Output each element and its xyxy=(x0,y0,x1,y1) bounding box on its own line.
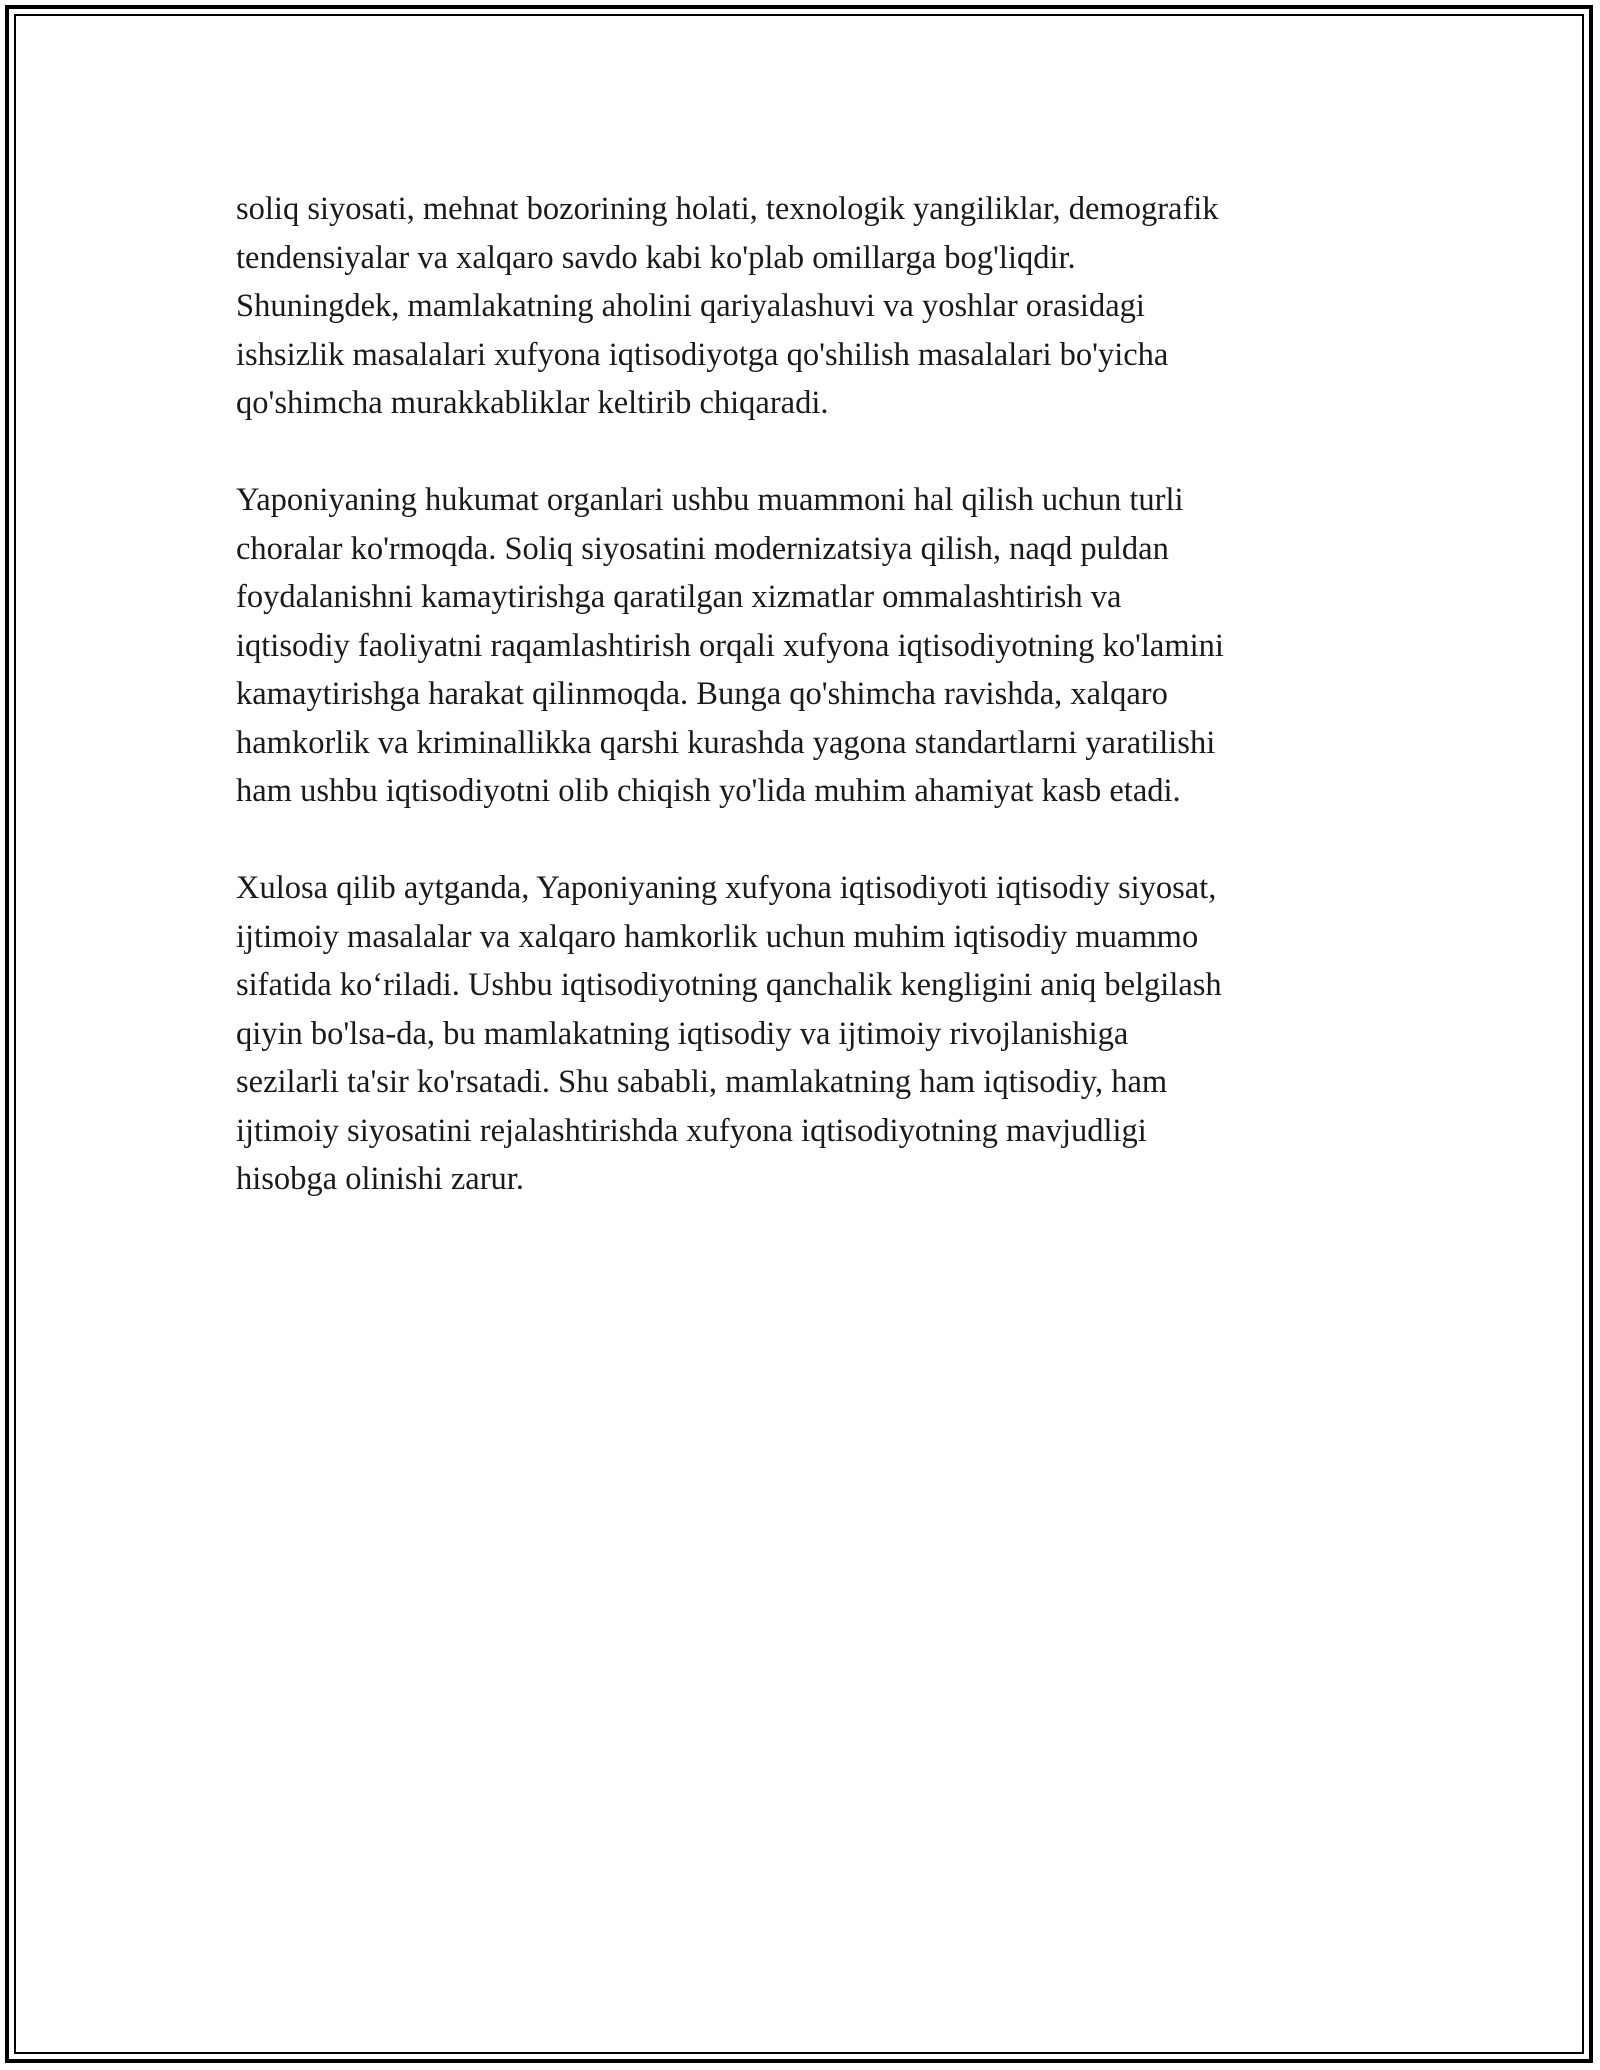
text-line: ijtimoiy siyosatini rejalashtirishda xufyona iqtisodiyotning mavjudligi xyxy=(236,1112,1147,1149)
text-line: qo'shimcha murakkabliklar keltirib chiqaradi. xyxy=(236,385,829,421)
document-body xyxy=(236,185,1366,1252)
text-line: iqtisodiy faoliyatni raqamlashtirish orqali xufyona iqtisodiyotning ko'lamini xyxy=(236,627,1224,664)
text-line: Xulosa qilib aytganda, Yaponiyaning xufyona iqtisodiyoti iqtisodiy siyosat, xyxy=(236,870,1217,906)
text-line: hamkorlik va kriminallikka qarshi kurashda yagona standartlarni yaratilishi xyxy=(236,724,1216,761)
text-line: tendensiyalar va xalqaro savdo kabi ko'plab omillarga bog'liqdir. xyxy=(236,239,1076,276)
text-line: qiyin bo'lsa-da, bu mamlakatning iqtisodiy va ijtimoiy rivojlanishiga xyxy=(236,1015,1129,1052)
text-line: Yaponiyaning hukumat organlari ushbu muammoni hal qilish uchun turli xyxy=(236,482,1184,518)
text-line: hisobga olinishi zarur. xyxy=(236,1161,524,1197)
text-line: soliq siyosati, mehnat bozorining holati, texnologik yangiliklar, demografik xyxy=(236,191,1219,227)
text-line: choralar ko'rmoqda. Soliq siyosatini modernizatsiya qilish, naqd puldan xyxy=(236,530,1169,567)
text-line: sifatida ko‘riladi. Ushbu iqtisodiyotning qanchalik kengligini aniq belgilash xyxy=(236,967,1222,1003)
paragraph-1 xyxy=(236,185,1366,428)
text-line: Shuningdek, mamlakatning aholini qariyalashuvi va yoshlar orasidagi xyxy=(236,288,1145,324)
text-line: ham ushbu iqtisodiyotni olib chiqish yo'lida muhim ahamiyat kasb etadi. xyxy=(236,773,1181,809)
text-line: foydalanishni kamaytirishga qaratilgan xizmatlar ommalashtirish va xyxy=(236,579,1122,615)
paragraph-2 xyxy=(236,476,1366,816)
text-line: ijtimoiy masalalar va xalqaro hamkorlik uchun muhim iqtisodiy muammo xyxy=(236,918,1199,955)
text-line: kamaytirishga harakat qilinmoqda. Bunga qo'shimcha ravishda, xalqaro xyxy=(236,676,1168,712)
text-line: sezilarli ta'sir ko'rsatadi. Shu sababli, mamlakatning ham iqtisodiy, ham xyxy=(236,1064,1168,1100)
paragraph-3 xyxy=(236,864,1366,1204)
text-line: ishsizlik masalalari xufyona iqtisodiyotga qo'shilish masalalari bo'yicha xyxy=(236,336,1169,373)
